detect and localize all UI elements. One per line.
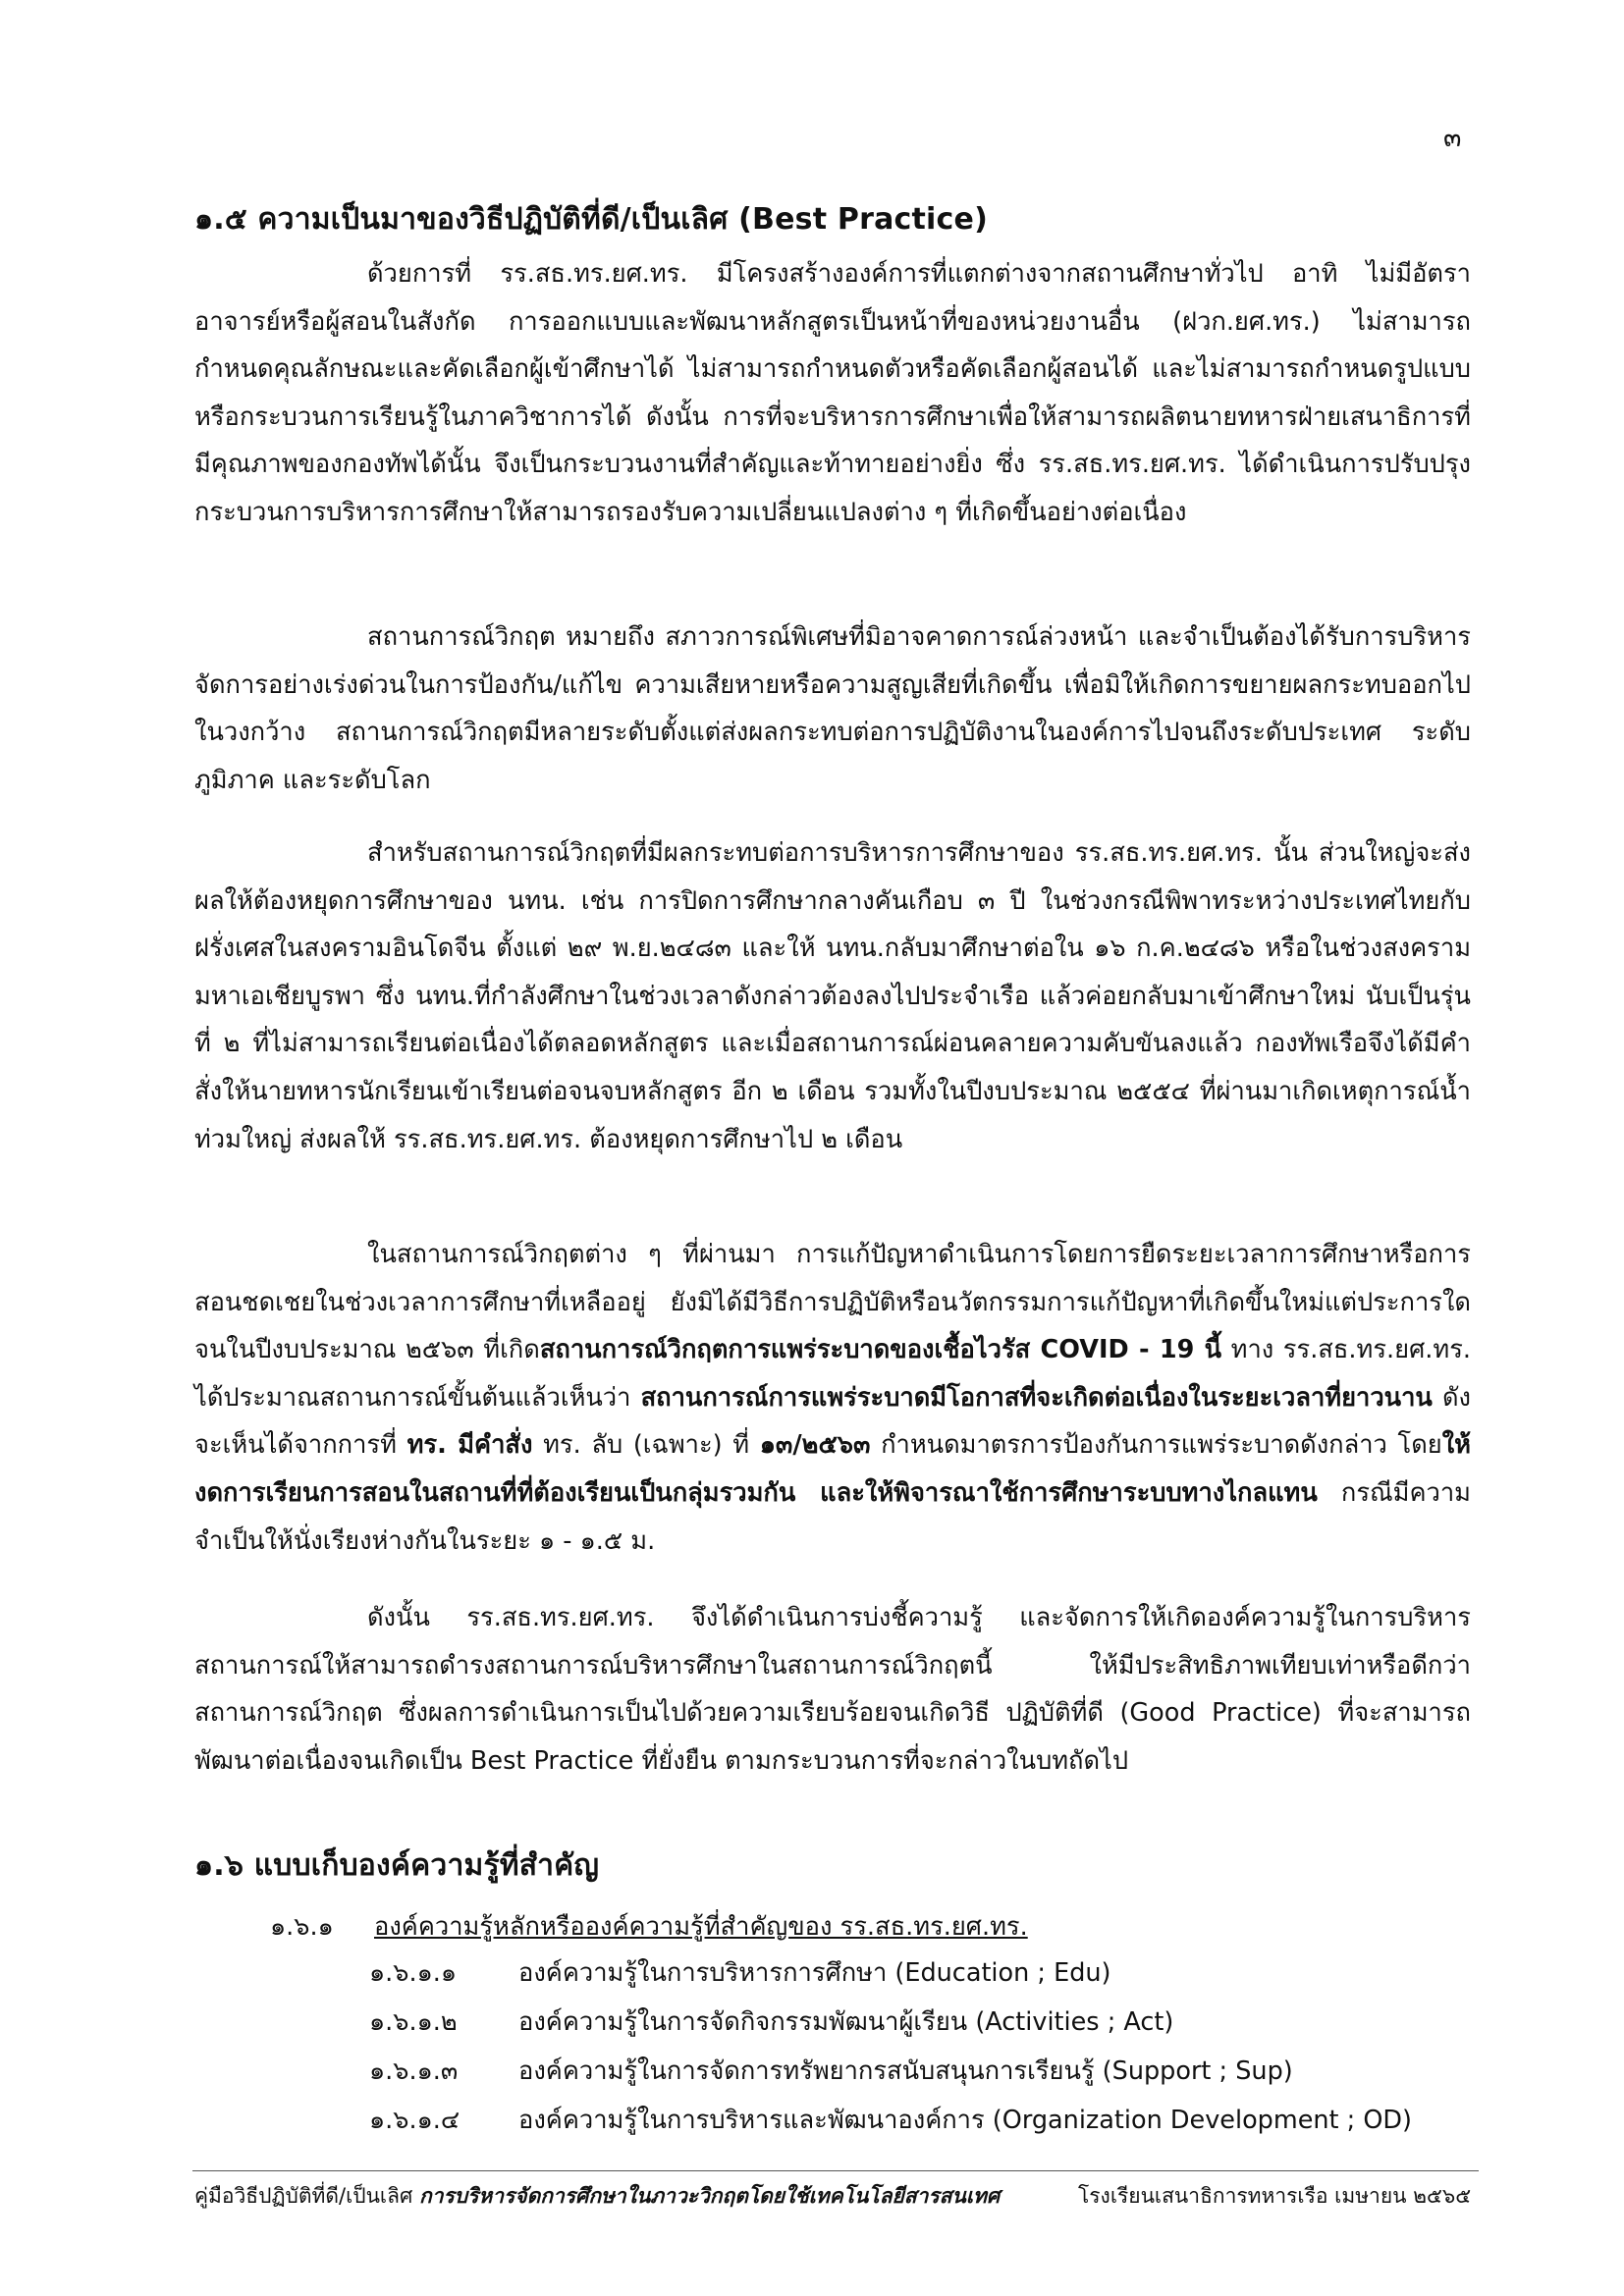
footer-title-emphasis: การบริหารจัดการศึกษาในภาวะวิกฤตโดยใช้เทคโนโลยีสารสนเทศ bbox=[418, 2184, 1001, 2208]
bold-run: สถานการณ์การแพร่ระบาดมีโอกาสที่จะเกิดต่อเนื่องในระยะเวลาที่ยาวนาน bbox=[640, 1382, 1433, 1413]
item-title: องค์ความรู้หลักหรือองค์ความรู้ที่สำคัญของ รร.สธ.ทร.ยศ.ทร. bbox=[374, 1912, 1028, 1942]
text-run: ดังจะเห็นได้จากการที่ bbox=[194, 1382, 1471, 1461]
paragraph-covid-situation bbox=[194, 1231, 1471, 1565]
bold-run: สถานการณ์วิกฤตการแพร่ระบาดของเชื้อไวรัส COVID - 19 นี้ bbox=[539, 1335, 1222, 1365]
subitem-number: ๑.๖.๑.๒ bbox=[369, 2007, 458, 2037]
subitem-text: องค์ความรู้ในการจัดการทรัพยากรสนับสนุนการเรียนรู้ (Support ; Sup) bbox=[518, 2056, 1293, 2086]
footer-title-plain: คู่มือวิธีปฏิบัติที่ดี/เป็นเลิศ bbox=[194, 2184, 419, 2208]
bold-run: ทร. มีคำสั่ง bbox=[406, 1430, 533, 1461]
subitem-text: องค์ความรู้ในการบริหารการศึกษา (Education ; Edu) bbox=[518, 1958, 1111, 1988]
knowledge-subitem bbox=[369, 2002, 1173, 2042]
section-heading-1-6: ๑.๖ แบบเก็บองค์ความรู้ที่สำคัญ bbox=[194, 1848, 600, 1883]
knowledge-subitem bbox=[369, 1953, 1111, 1993]
bold-run: ๑๓/๒๕๖๓ bbox=[759, 1430, 871, 1461]
text-run: ทาง รร.สธ.ทร.ยศ.ทร. ได้ประมาณสถานการณ์ขั้นต้นแล้วเห็นว่า bbox=[194, 1335, 1471, 1413]
text-run: ในสถานการณ์วิกฤตต่าง ๆ ที่ผ่านมา การแก้ปัญหาดำเนินการโดยการยืดระยะเวลาการศึกษาหรือการสอนชดเชยในช่วงเวลาการศึกษาที่เหลืออยู่ ยังมิได้มีวิธีการปฏิบัติหรือนวัตกรรมการแก้ปัญหาที่เกิดขึ้นใหม่แต่ประการใด จนในปีงบประมาณ ๒๕๖๓ ที่เกิด bbox=[194, 1240, 1471, 1365]
subitem-number: ๑.๖.๑.๔ bbox=[369, 2106, 460, 2135]
paragraph-background: ด้วยการที่ รร.สธ.ทร.ยศ.ทร. มีโครงสร้างองค์การที่แตกต่างจากสถานศึกษาทั่วไป อาทิ ไม่มีอัตราอาจารย์หรือผู้สอนในสังกัด การออกแบบและพัฒนาหลักสูตรเป็นหน้าที่ของหน่วยงานอื่น (ฝวก.ยศ.ทร.) ไม่สามารถกำหนดคุณลักษณะและคัดเลือกผู้เข้าศึกษาได้ ไม่สามารถกำหนดตัวหรือคัดเลือกผู้สอนได้ และไม่สามารถกำหนดรูปแบบหรือกระบวนการเรียนรู้ในภาควิชาการได้ ดังนั้น การที่จะบริหารการศึกษาเพื่อให้สามารถผลิตนายทหารฝ่ายเสนาธิการที่มีคุณภาพของกองทัพได้นั้น จึงเป็นกระบวนงานที่สำคัญและท้าทายอย่างยิ่ง ซึ่ง รร.สธ.ทร.ยศ.ทร. ได้ดำเนินการปรับปรุงกระบวนการบริหารการศึกษาให้สามารถรองรับความเปลี่ยนแปลงต่าง ๆ ที่เกิดขึ้นอย่างต่อเนื่อง bbox=[194, 259, 1471, 527]
item-number: ๑.๖.๑ bbox=[270, 1912, 334, 1942]
paragraph-conclusion: ดังนั้น รร.สธ.ทร.ยศ.ทร. จึงได้ดำเนินการบ่งชี้ความรู้ และจัดการให้เกิดองค์ความรู้ในการบริหารสถานการณ์ให้สามารถดำรงสถานการณ์บริหารศึกษาในสถานการณ์วิกฤตนี้ ให้มีประสิทธิภาพเทียบเท่าหรือดีกว่าสถานการณ์วิกฤต ซึ่งผลการดำเนินการเป็นไปด้วยความเรียบร้อยจนเกิดวิธี ปฏิบัติที่ดี (Good Practice) ที่จะสามารถพัฒนาต่อเนื่องจนเกิดเป็น Best Practice ที่ยั่งยืน ตามกระบวนการที่จะกล่าวในบทถัดไป bbox=[194, 1603, 1471, 1776]
section-heading-1-5: ๑.๕ ความเป็นมาของวิธีปฏิบัติที่ดี/เป็นเลิศ (Best Practice) bbox=[194, 202, 988, 237]
knowledge-subitem bbox=[369, 2101, 1412, 2140]
subitem-number: ๑.๖.๑.๑ bbox=[369, 1958, 458, 1988]
subitem-number: ๑.๖.๑.๓ bbox=[369, 2056, 459, 2086]
text-run: กำหนดมาตรการป้องกันการแพร่ระบาดดังกล่าว โดย bbox=[870, 1430, 1442, 1461]
footer-document-title bbox=[194, 2180, 1000, 2213]
bold-run: ให้งดการเรียนการสอนในสถานที่ที่ต้องเรียนเป็นกลุ่มรวมกัน และให้พิจารณาใช้การศึกษาระบบทางไกลแทน bbox=[194, 1430, 1471, 1508]
paragraph-crisis-definition: สถานการณ์วิกฤต หมายถึง สภาวการณ์พิเศษที่มิอาจคาดการณ์ล่วงหน้า และจำเป็นต้องได้รับการบริหารจัดการอย่างเร่งด่วนในการป้องกัน/แก้ไข ความเสียหายหรือความสูญเสียที่เกิดขึ้น เพื่อมิให้เกิดการขยายผลกระทบออกไปในวงกว้าง สถานการณ์วิกฤตมีหลายระดับตั้งแต่ส่งผลกระทบต่อการปฏิบัติงานในองค์การไปจนถึงระดับประเทศ ระดับภูมิภาค และระดับโลก bbox=[194, 622, 1471, 795]
page-number: ๓ bbox=[1443, 123, 1462, 153]
subitem-text: องค์ความรู้ในการบริหารและพัฒนาองค์การ (Organization Development ; OD) bbox=[518, 2106, 1413, 2135]
footer-organization-date: โรงเรียนเสนาธิการทหารเรือ เมษายน ๒๕๖๕ bbox=[1078, 2184, 1472, 2208]
knowledge-item bbox=[270, 1907, 1028, 1947]
subitem-text: องค์ความรู้ในการจัดกิจกรรมพัฒนาผู้เรียน (Activities ; Act) bbox=[518, 2007, 1174, 2037]
paragraph-past-crises: สำหรับสถานการณ์วิกฤตที่มีผลกระทบต่อการบริหารการศึกษาของ รร.สธ.ทร.ยศ.ทร. นั้น ส่วนใหญ่จะส่งผลให้ต้องหยุดการศึกษาของ นทน. เช่น การปิดการศึกษากลางคันเกือบ ๓ ปี ในช่วงกรณีพิพาทระหว่างประเทศไทยกับฝรั่งเศสในสงครามอินโดจีน ตั้งแต่ ๒๙ พ.ย.๒๔๘๓ และให้ นทน.กลับมาศึกษาต่อใน ๑๖ ก.ค.๒๔๘๖ หรือในช่วงสงครามมหาเอเชียบูรพา ซึ่ง นทน.ที่กำลังศึกษาในช่วงเวลาดังกล่าวต้องลงไปประจำเรือ แล้วค่อยกลับมาเข้าศึกษาใหม่ นับเป็นรุ่นที่ ๒ ที่ไม่สามารถเรียนต่อเนื่องได้ตลอดหลักสูตร และเมื่อสถานการณ์ผ่อนคลายความคับขันลงแล้ว กองทัพเรือจึงได้มีคำสั่งให้นายทหารนักเรียนเข้าเรียนต่อจนจบหลักสูตร อีก ๒ เดือน รวมทั้งในปีงบประมาณ ๒๕๕๔ ที่ผ่านมาเกิดเหตุการณ์น้ำท่วมใหญ่ ส่งผลให้ รร.สธ.ทร.ยศ.ทร. ต้องหยุดการศึกษาไป ๒ เดือน bbox=[194, 838, 1471, 1154]
text-run: กรณีมีความจำเป็นให้นั่งเรียงห่างกันในระยะ ๑ - ๑.๕ ม. bbox=[194, 1477, 1471, 1556]
text-run: ทร. ลับ (เฉพาะ) ที่ bbox=[532, 1430, 760, 1461]
knowledge-subitem bbox=[369, 2052, 1293, 2091]
footer-divider bbox=[192, 2170, 1479, 2171]
